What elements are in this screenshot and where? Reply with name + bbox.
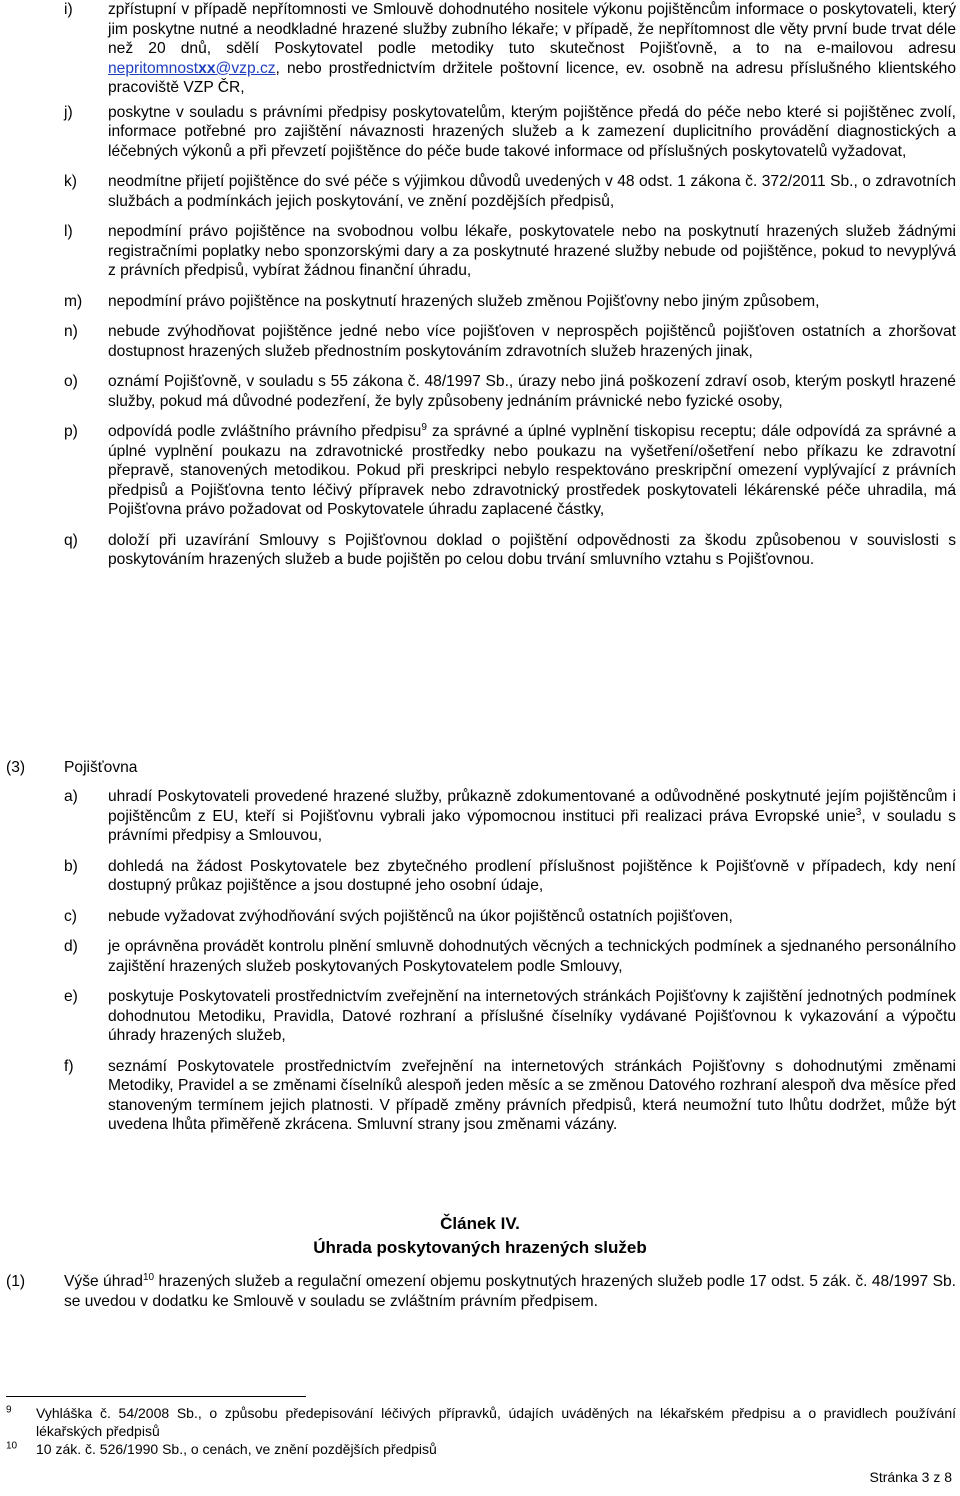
footnote-10 [6, 1440, 956, 1458]
list-item-text [108, 422, 956, 520]
footnote-text: Vyhláška č. 54/2008 Sb., o způsobu předepisování léčivých přípravků, údajích uváděných na lékařském předpisu a o pravidlech používání lékařských předpisů [36, 1405, 956, 1439]
text-segment: Výše úhrad [64, 1273, 143, 1290]
list-item-text: poskytne v souladu s právními předpisy poskytovatelům, kterým pojištěnce předá do péče nebo které si pojištěnec zvolí, informace potřebné pro zajištění návaznosti hrazených služeb a k zamezení duplicitního provádění diagnostických a léčebných výkonů a při převzetí pojištěnce do péče bude takové informace od příslušných poskytovatelů vyžadovat, [108, 103, 956, 160]
paragraph-marker: (1) [6, 1273, 26, 1290]
text-segment: zpřístupní v případě nepřítomnosti ve Smlouvě dohodnutého nositele výkonu pojištěncům informace o poskytovateli, který jim poskytne nutné a neodkladné hrazené služby zubního lékaře; v případě, že nepřítomnost dle věty první bude trvat déle než 20 dnů, sdělí Poskytovatel podle metodiky tuto skutečnost Pojišťovně, a to na e-mailovou adresu [108, 1, 956, 57]
provider-obligations-list [64, 0, 956, 581]
list-item-text: nebude zvýhodňovat pojištěnce jedné nebo více pojišťoven v neprospěch pojištěnců pojišťoven ostatních a zhoršovat dostupnost hrazených služeb přednostním poskytováním zdravotních služeb hrazených jinak, [108, 323, 956, 360]
article-number: Článek IV. [440, 1214, 520, 1233]
text-segment: , nebo prostřednictvím držitele poštovní licence, ev. osobně na adresu příslušného klientského pracoviště VZP ČR, [108, 59, 956, 96]
list-marker: k) [64, 173, 77, 190]
list-marker: q) [64, 531, 78, 549]
list-item-e [64, 987, 956, 1046]
footnote-ref-10[interactable]: 10 [142, 1271, 155, 1283]
footnote-marker [6, 1440, 36, 1458]
list-item-m [64, 292, 956, 312]
list-item-k [64, 172, 956, 211]
footnote-marker-sup: 9 [6, 1404, 12, 1416]
list-marker: m) [64, 292, 83, 310]
list-marker: p) [64, 423, 78, 440]
list-marker: b) [64, 857, 78, 875]
footnote-divider [6, 1396, 306, 1397]
list-marker: f) [64, 1057, 74, 1075]
page-number: Stránka 3 z 8 [869, 1469, 952, 1485]
list-item-f [64, 1057, 956, 1135]
footnote-marker [6, 1404, 36, 1440]
list-marker: e) [64, 988, 78, 1005]
list-item-j [64, 103, 956, 162]
email-link-part: nepritomnost [108, 59, 199, 77]
section-heading-text: Pojišťovna [64, 759, 138, 776]
list-marker: c) [64, 907, 77, 925]
list-item-text: neodmítne přijetí pojištěnce do své péče s výjimkou důvodů uvedených v 48 odst. 1 zákona č. 372/2011 Sb., o zdravotních službách a podmínkách jejich poskytování, ve znění pozdějších předpisů, [108, 173, 956, 210]
text-segment: hrazených služeb a regulační omezení objemu poskytnutých hrazených služeb podle 17 odst. 5 zák. č. 48/1997 Sb. se uvedou v dodatku ke Smlouvě v souladu se zvláštním právním předpisem. [64, 1273, 956, 1310]
list-item-n [64, 322, 956, 361]
text-segment: , v souladu s právními předpisy a Smlouvou, [108, 807, 956, 844]
list-item-text: seznámí Poskytovatele prostřednictvím zveřejnění na internetových stránkách Pojišťovny s dohodnutými změnami Metodiky, Pravidel a se změnami číselníků alespoň jeden měsíc a se změnou Datového rozhraní alespoň dva měsíce před stanoveným termínem jejich platnosti. V případě změny právních předpisů, která neumožní tuto lhůtu dodržet, může být uvedena lhůta přiměřeně zkrácena. Smluvní strany jsou změnami vázány. [108, 1057, 956, 1133]
section-3-heading [6, 758, 906, 778]
list-item-q [64, 531, 956, 570]
list-item-b [64, 857, 956, 896]
email-link-domain: @vzp.cz [215, 59, 276, 77]
list-item-text [108, 0, 956, 98]
insurer-obligations-list [64, 787, 956, 1146]
list-item-text: je oprávněna provádět kontrolu plnění smluvně dohodnutých věcných a technických podmínek a sjednaného personálního zajištění hrazených služeb poskytovaných Poskytovatelem podle Smlouvy, [108, 938, 956, 975]
list-item-text: nepodmíní právo pojištěnce na svobodnou volbu lékaře, poskytovatele nebo na poskytnutí hrazených služeb žádnými registračními poplatky nebo sponzorskými dary a za poskytnuté hrazené služby nebude od pojištěnce, pokud to nevyplývá z právních předpisů, vybírat žádnou finanční úhradu, [108, 223, 956, 279]
footnote-ref-9[interactable]: 9 [421, 421, 427, 433]
footnote-ref-3[interactable]: 3 [855, 806, 862, 818]
list-item-text [108, 787, 956, 846]
text-segment: za správné a úplné vyplnění tiskopisu receptu; dále odpovídá za správné a úplné vyplnění poukazu na zdravotnické prostředky nebo poukazu na vyšetření/ošetření nebo příkazu ke zdravotní přepravě, stanovených metodikou. Pokud při preskripci nebylo respektováno preskripční omezení vyplývající z právních předpisů a Pojišťovna tento léčivý přípravek nebo zdravotnický prostředek poskytovateli lékárenské péče uhradila, má Pojišťovna právo požadovat od Poskytovatele úhradu zaplacené částky, [108, 423, 956, 518]
article-paragraph-1 [6, 1272, 956, 1311]
list-marker: j) [64, 103, 73, 121]
list-item-l [64, 222, 956, 281]
section-marker: (3) [6, 759, 26, 776]
footnote-text: 10 zák. č. 526/1990 Sb., o cenách, ve znění pozdějších předpisů [36, 1441, 437, 1457]
email-link[interactable] [108, 60, 276, 77]
list-marker: a) [64, 788, 78, 805]
text-segment: uhradí Poskytovateli provedené hrazené služby, průkazně zdokumentované a odůvodněné poskytnuté jejím pojištěncům i pojištěncům z EU, kteří si Pojišťovnu vybrali jako výpomocnou instituci při realizaci práva Evropské unie [108, 788, 956, 825]
list-item-d [64, 937, 956, 976]
email-link-bold: xx [198, 59, 216, 77]
list-item-text: nepodmíní právo pojištěnce na poskytnutí hrazených služeb změnou Pojišťovny nebo jiným způsobem, [108, 292, 820, 310]
footnote-marker-sup: 10 [6, 1440, 18, 1452]
list-item-text: doloží při uzavírání Smlouvy s Pojišťovnou doklad o pojištění odpovědnosti za škodu způsobenou v souvislosti s poskytováním hrazených služeb a bude pojištěn po celou dobu trvání smluvního vztahu s Pojišťovnou. [108, 531, 956, 568]
list-item-i [64, 0, 956, 98]
text-segment: odpovídá podle zvláštního právního předpisu [108, 423, 422, 440]
list-marker: n) [64, 323, 78, 340]
list-item-p [64, 422, 956, 520]
list-item-a [64, 787, 956, 846]
list-marker: d) [64, 938, 78, 955]
list-item-text: poskytuje Poskytovateli prostřednictvím zveřejnění na internetových stránkách Pojišťovny k zajištění jednotných podmínek dohodnutou Metodiku, Pravidla, Datové rozhraní a příslušné číselníky vydávané Pojišťovnou k vykazování a výpočtu úhrady hrazených služeb, [108, 988, 956, 1044]
list-item-text: oznámí Pojišťovně, v souladu s 55 zákona č. 48/1997 Sb., úrazy nebo jiná poškození zdraví osob, kterým poskytl hrazené služby, pokud má důvodné podezření, že byly způsobeny jednáním právnické nebo fyzické osoby, [108, 373, 956, 410]
list-item-text: nebude vyžadovat zvýhodňování svých pojištěnců na úkor pojištěnců ostatních pojišťoven, [108, 907, 733, 925]
list-marker: l) [64, 223, 73, 240]
list-marker: i) [64, 1, 73, 18]
article-title: Úhrada poskytovaných hrazených služeb [313, 1238, 647, 1257]
list-item-o [64, 372, 956, 411]
paragraph-text [64, 1272, 956, 1311]
list-item-text: dohledá na žádost Poskytovatele bez zbytečného prodlení příslušnost pojištěnce k Pojišťovně v případech, kdy není dostupný průkaz pojištěnce a jsou dostupné jeho osobní údaje, [108, 857, 956, 894]
list-marker: o) [64, 373, 78, 390]
footnote-9 [6, 1404, 956, 1440]
list-item-c [64, 907, 956, 927]
